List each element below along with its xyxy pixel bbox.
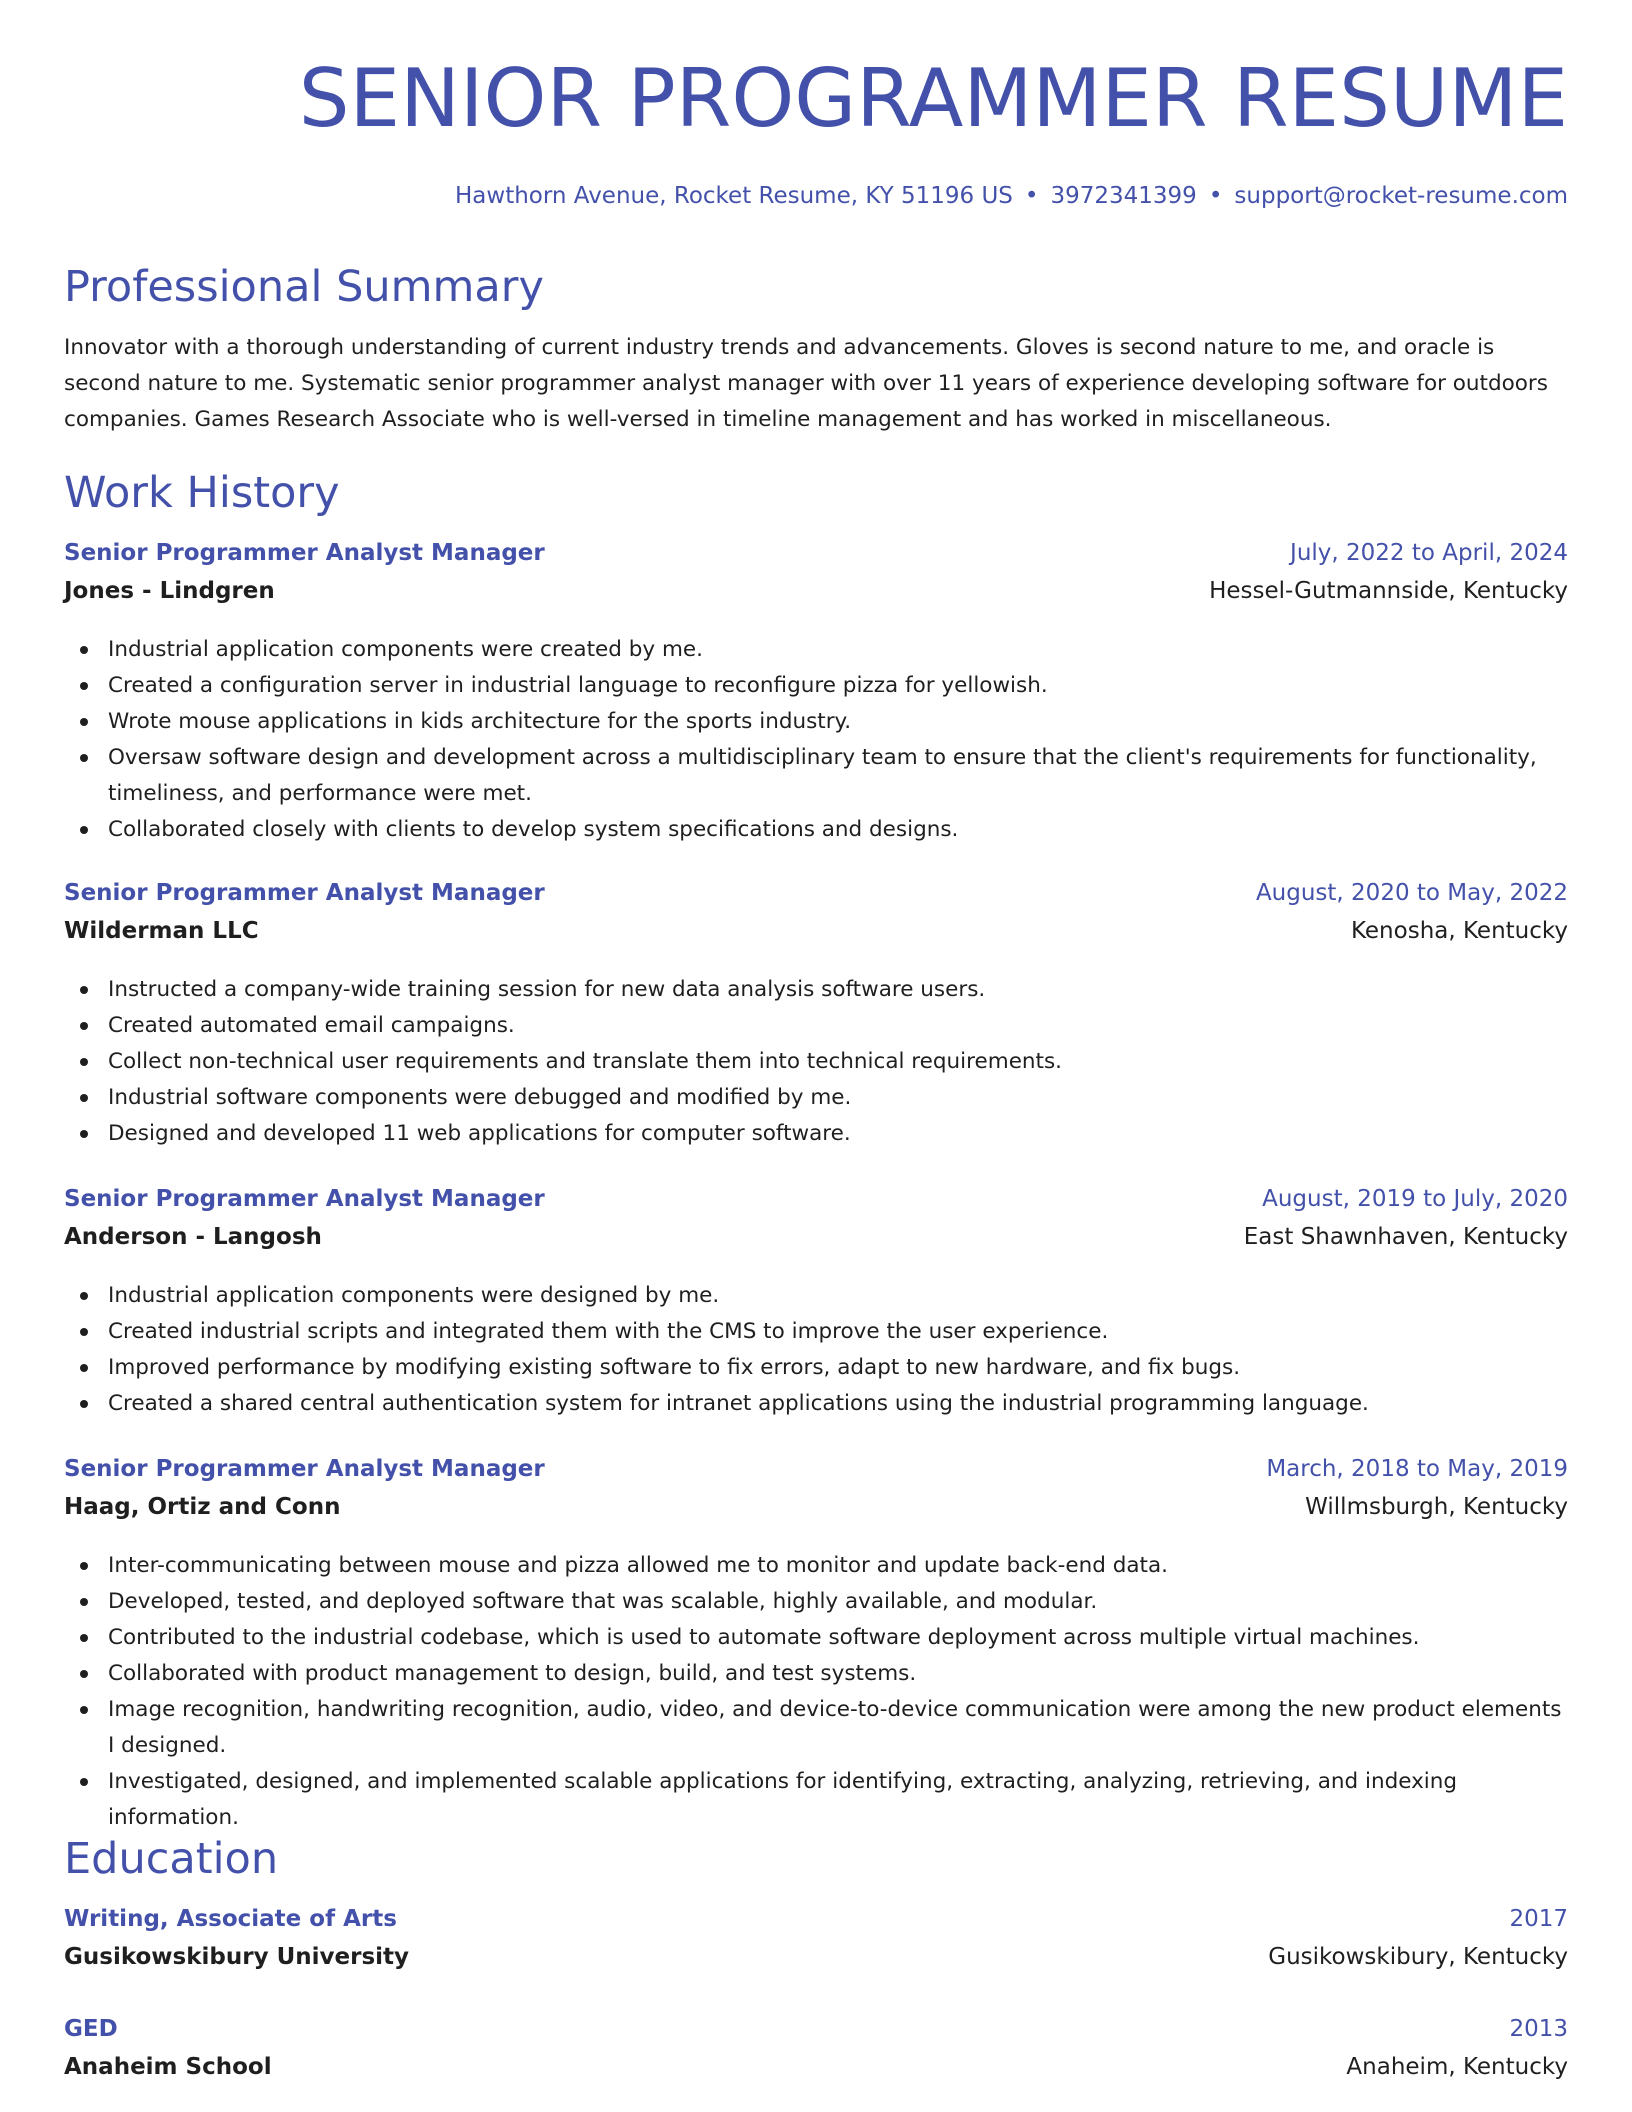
job-title: Senior Programmer Analyst Manager bbox=[64, 540, 545, 566]
job-bullets bbox=[64, 1278, 1568, 1422]
company-name: Wilderman LLC bbox=[64, 918, 259, 944]
bullet-item: Developed, tested, and deployed software that was scalable, highly available, and modular. bbox=[64, 1584, 1568, 1620]
job-dates: March, 2018 to May, 2019 bbox=[1266, 1456, 1568, 1482]
bullet-item: Designed and developed 11 web applications for computer software. bbox=[64, 1116, 1568, 1152]
phone: 3972341399 bbox=[1050, 183, 1197, 209]
section-heading-education: Education bbox=[64, 1834, 279, 1884]
bullet-item: Industrial software components were debugged and modified by me. bbox=[64, 1080, 1568, 1116]
bullet-item: Image recognition, handwriting recognition, audio, video, and device-to-device communication were among the new product elements I designed. bbox=[64, 1692, 1568, 1764]
job-title: Senior Programmer Analyst Manager bbox=[64, 1456, 545, 1482]
bullet-item: Investigated, designed, and implemented scalable applications for identifying, extracting, analyzing, retrieving, and indexing information. bbox=[64, 1764, 1568, 1836]
job-bullets bbox=[64, 1548, 1568, 1836]
bullet-item: Collaborated with product management to design, build, and test systems. bbox=[64, 1656, 1568, 1692]
education-year: 2013 bbox=[1509, 2016, 1568, 2042]
section-heading-work: Work History bbox=[64, 468, 340, 518]
job-location: Kenosha, Kentucky bbox=[1350, 918, 1568, 944]
bullet-item: Collaborated closely with clients to develop system specifications and designs. bbox=[64, 812, 1568, 848]
bullet-item: Instructed a company-wide training session for new data analysis software users. bbox=[64, 972, 1568, 1008]
email: support@rocket-resume.com bbox=[1234, 183, 1568, 209]
school-name: Gusikowskibury University bbox=[64, 1944, 410, 1970]
job-entry bbox=[64, 1186, 1568, 1422]
education-year: 2017 bbox=[1509, 1906, 1568, 1932]
bullet-item: Created a configuration server in industrial language to reconfigure pizza for yellowish. bbox=[64, 668, 1568, 704]
bullet-item: Oversaw software design and development across a multidisciplinary team to ensure that the client's requirements for functionality, timeliness, and performance were met. bbox=[64, 740, 1568, 812]
bullet-item: Collect non-technical user requirements and translate them into technical requirements. bbox=[64, 1044, 1568, 1080]
job-location: Hessel-Gutmannside, Kentucky bbox=[1209, 578, 1568, 604]
contact-line bbox=[455, 183, 1568, 209]
bullet-item: Industrial application components were designed by me. bbox=[64, 1278, 1568, 1314]
school-location: Gusikowskibury, Kentucky bbox=[1268, 1944, 1568, 1970]
company-name: Haag, Ortiz and Conn bbox=[64, 1494, 341, 1520]
job-entry bbox=[64, 540, 1568, 848]
bullet-item: Created automated email campaigns. bbox=[64, 1008, 1568, 1044]
resume-title: SENIOR PROGRAMMER RESUME bbox=[298, 52, 1568, 145]
bullet-item: Wrote mouse applications in kids architecture for the sports industry. bbox=[64, 704, 1568, 740]
job-entry bbox=[64, 880, 1568, 1152]
address: Hawthorn Avenue, Rocket Resume, KY 51196 US bbox=[455, 183, 1013, 209]
degree: GED bbox=[64, 2016, 118, 2042]
job-dates: August, 2020 to May, 2022 bbox=[1255, 880, 1568, 906]
bullet-item: Contributed to the industrial codebase, which is used to automate software deployment across multiple virtual machines. bbox=[64, 1620, 1568, 1656]
job-location: Willmsburgh, Kentucky bbox=[1305, 1494, 1568, 1520]
job-bullets bbox=[64, 972, 1568, 1152]
separator: • bbox=[1208, 183, 1223, 209]
education-entry bbox=[64, 2016, 1568, 2092]
bullet-item: Industrial application components were created by me. bbox=[64, 632, 1568, 668]
degree: Writing, Associate of Arts bbox=[64, 1906, 397, 1932]
bullet-item: Inter-communicating between mouse and pizza allowed me to monitor and update back-end data. bbox=[64, 1548, 1568, 1584]
job-dates: August, 2019 to July, 2020 bbox=[1262, 1186, 1568, 1212]
job-dates: July, 2022 to April, 2024 bbox=[1290, 540, 1568, 566]
job-bullets bbox=[64, 632, 1568, 848]
job-title: Senior Programmer Analyst Manager bbox=[64, 880, 545, 906]
company-name: Anderson - Langosh bbox=[64, 1224, 322, 1250]
education-entry bbox=[64, 1906, 1568, 1982]
bullet-item: Created industrial scripts and integrated them with the CMS to improve the user experience. bbox=[64, 1314, 1568, 1350]
section-heading-summary: Professional Summary bbox=[64, 262, 544, 312]
summary-text: Innovator with a thorough understanding of current industry trends and advancements. Gloves is second nature to me, and oracle is second nature to me. Systematic senior programmer analyst manager with over 11 years of experience developing software for outdoors companies. Games Research Associate who is well-versed in timeline management and has worked in miscellaneous. bbox=[64, 335, 1548, 432]
job-title: Senior Programmer Analyst Manager bbox=[64, 1186, 545, 1212]
bullet-item: Improved performance by modifying existing software to fix errors, adapt to new hardware, and fix bugs. bbox=[64, 1350, 1568, 1386]
separator: • bbox=[1024, 183, 1039, 209]
job-location: East Shawnhaven, Kentucky bbox=[1243, 1224, 1568, 1250]
school-location: Anaheim, Kentucky bbox=[1346, 2054, 1568, 2080]
job-entry bbox=[64, 1456, 1568, 1836]
company-name: Jones - Lindgren bbox=[64, 578, 275, 604]
school-name: Anaheim School bbox=[64, 2054, 272, 2080]
bullet-item: Created a shared central authentication system for intranet applications using the industrial programming language. bbox=[64, 1386, 1568, 1422]
